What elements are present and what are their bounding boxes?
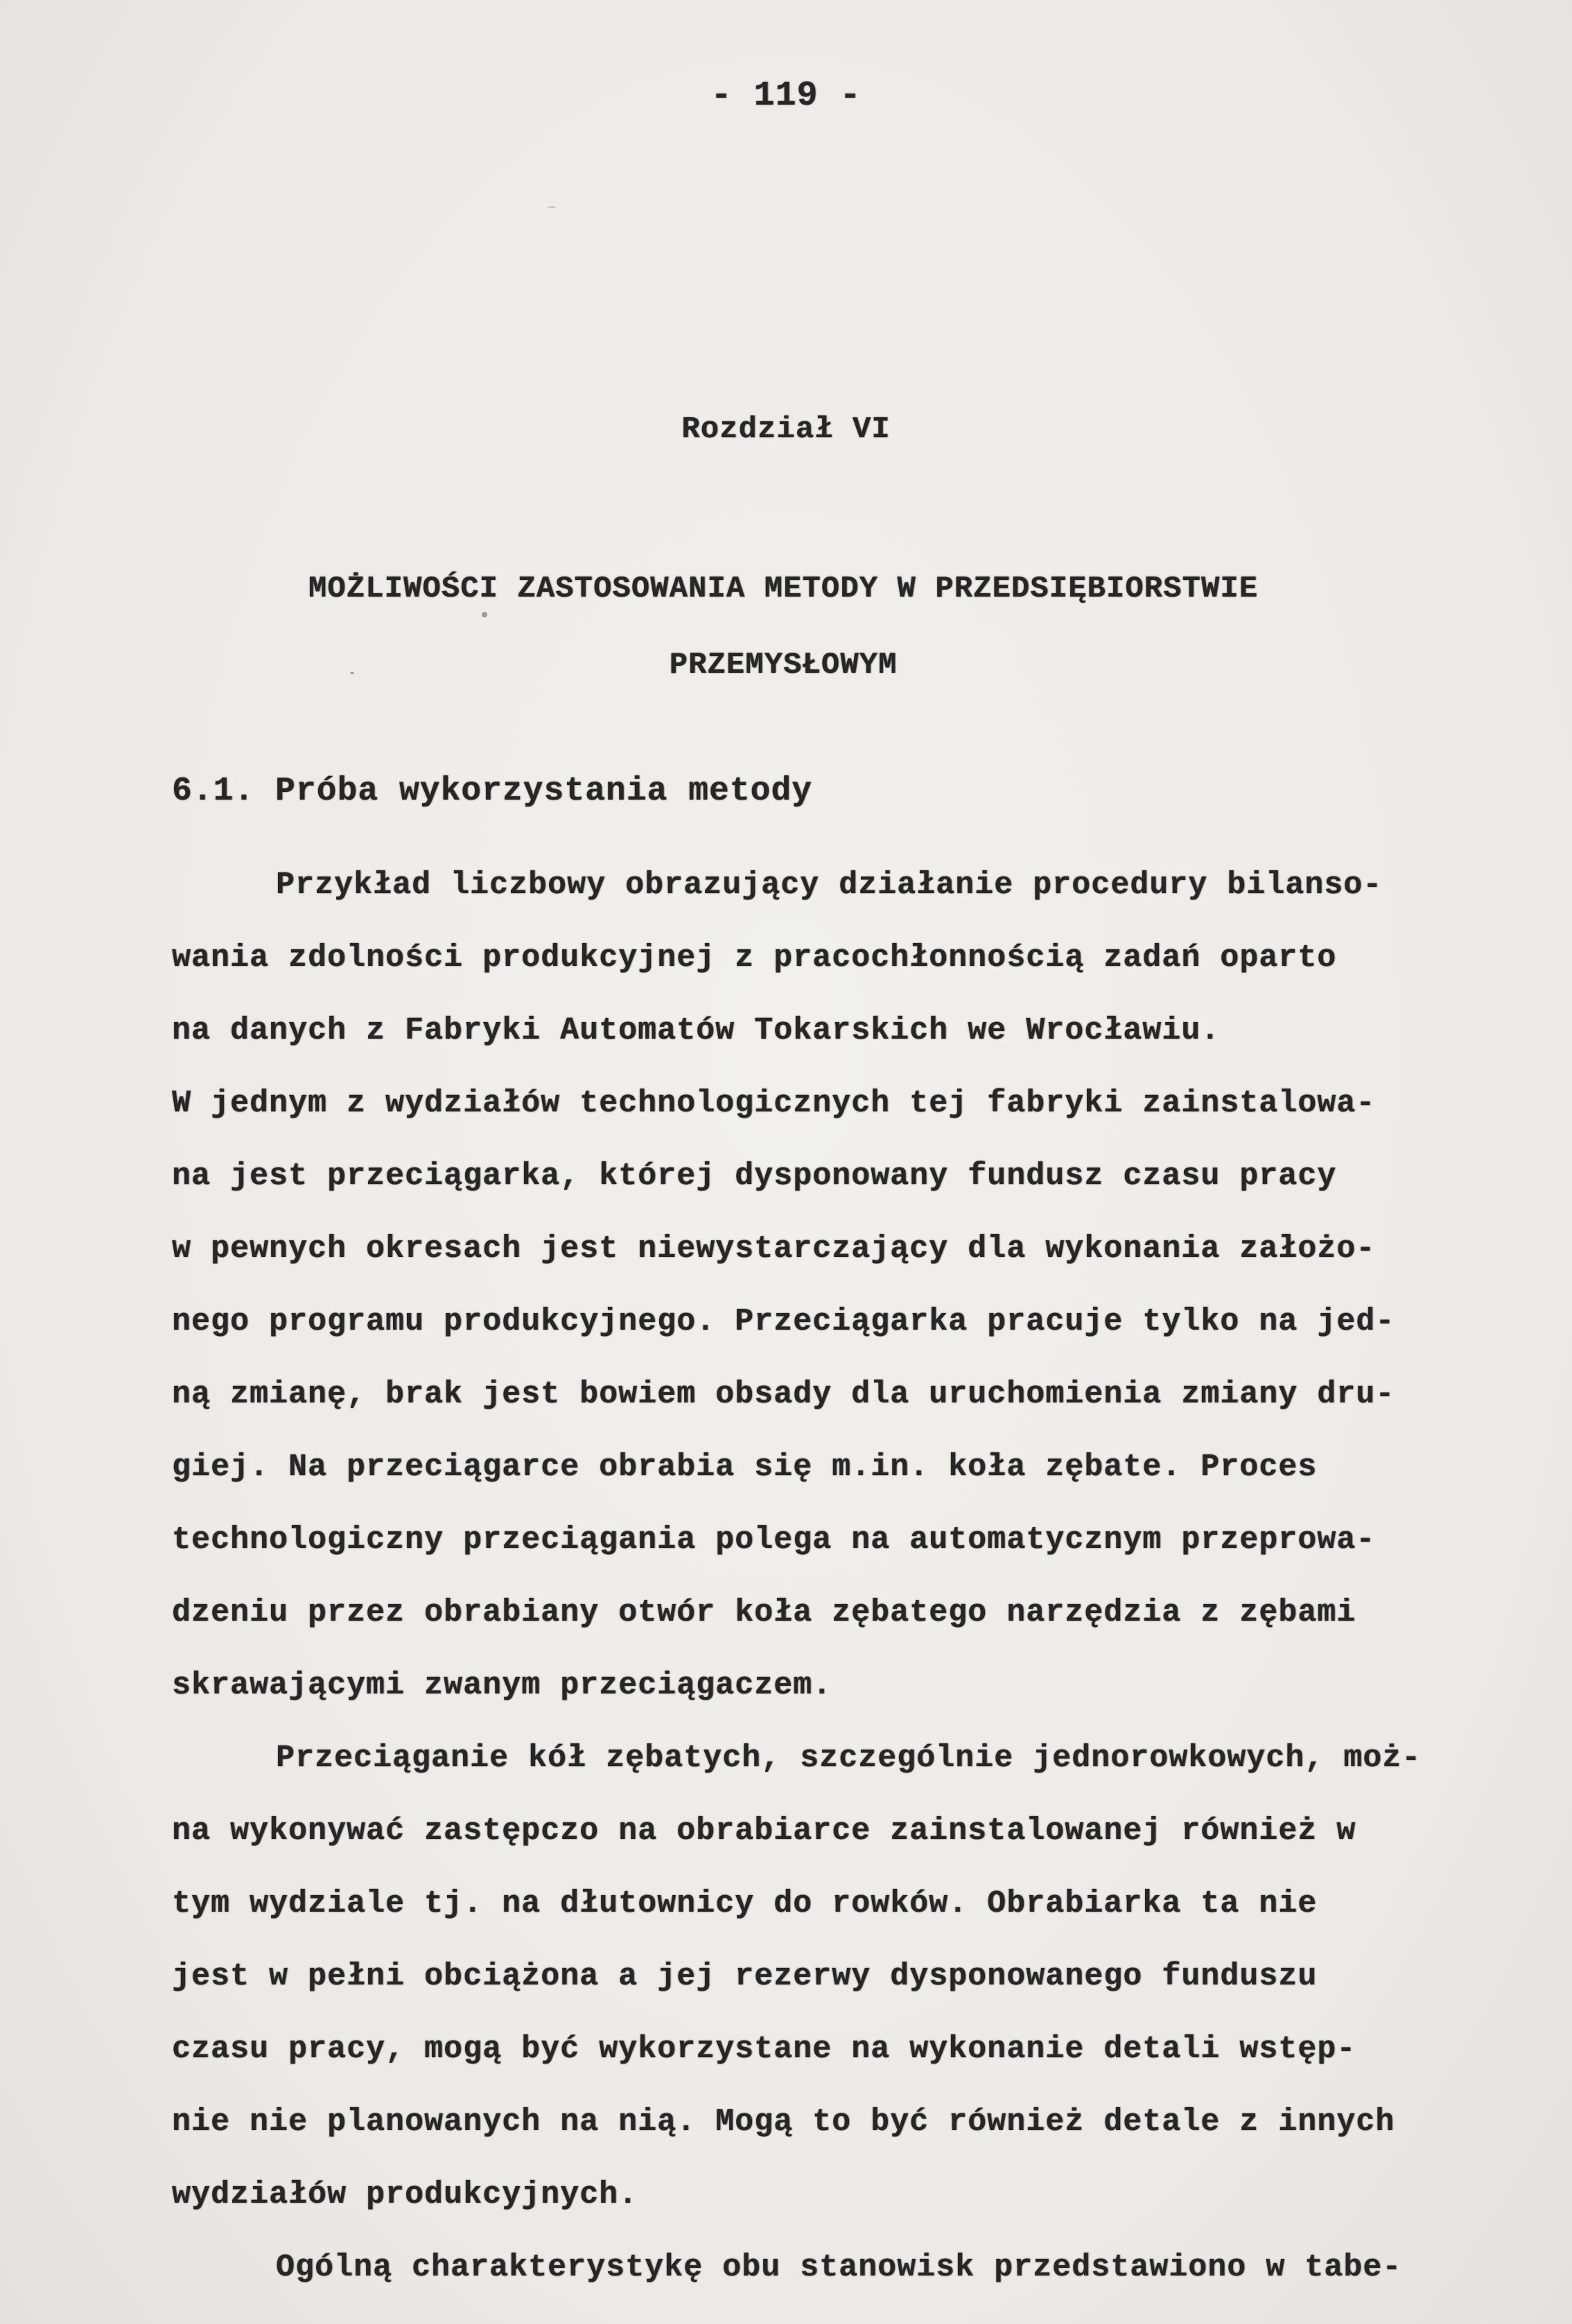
text-line: giej. Na przeciągarce obrabia się m.in. koła zębate. Proces xyxy=(172,1450,1318,1485)
text-line: Przeciąganie kół zębatych, szczególnie jednorowkowych, moż- xyxy=(276,1741,1422,1776)
ink-speck xyxy=(350,672,354,674)
text-line: w pewnych okresach jest niewystarczający dla wykonania założo- xyxy=(172,1231,1376,1267)
text-line: wydziałów produkcyjnych. xyxy=(172,2177,638,2212)
text-line: czasu pracy, mogą być wykorzystane na wykonanie detali wstęp- xyxy=(172,2032,1356,2067)
text-line: ną zmianę, brak jest bowiem obsady dla uruchomienia zmiany dru- xyxy=(172,1377,1395,1412)
text-line: W jednym z wydziałów technologicznych tej fabryki zainstalowa- xyxy=(172,1086,1376,1121)
body-text xyxy=(172,849,1489,2304)
text-line: nego programu produkcyjnego. Przeciągarka pracuje tylko na jed- xyxy=(172,1304,1395,1339)
ink-speck xyxy=(482,612,487,617)
text-line: tym wydziale tj. na dłutownicy do rowków. Obrabiarka ta nie xyxy=(172,1886,1318,1921)
text-line: na wykonywać zastępczo na obrabiarce zainstalowanej również w xyxy=(172,1813,1356,1849)
text-line: wania zdolności produkcyjnej z pracochłonnością zadań oparto xyxy=(172,940,1337,976)
text-line: Przykład liczbowy obrazujący działanie procedury bilanso- xyxy=(276,868,1383,903)
text-line: nie nie planowanych na nią. Mogą to być również detale z innych xyxy=(172,2104,1395,2140)
text-line: Ogólną charakterystykę obu stanowisk przedstawiono w tabe- xyxy=(276,2250,1402,2285)
section-heading: 6.1. Próba wykorzystania metody xyxy=(172,773,812,810)
ink-speck xyxy=(548,206,556,208)
text-line: na danych z Fabryki Automatów Tokarskich we Wrocławiu. xyxy=(172,1013,1221,1048)
text-line: skrawającymi zwanym przeciągaczem. xyxy=(172,1668,832,1703)
text-line: na jest przeciągarka, której dysponowany fundusz czasu pracy xyxy=(172,1159,1337,1194)
text-line: technologiczny przeciągania polega na automatycznym przeprowa- xyxy=(172,1522,1376,1558)
text-line: jest w pełni obciążona a jej rezerwy dysponowanego funduszu xyxy=(172,1959,1318,1994)
chapter-title: MOŻLIWOŚCI ZASTOSOWANIA METODY W PRZEDSIĘBIORSTWIE PRZEMYSŁOWYM xyxy=(308,572,1259,683)
text-line: dzeniu przez obrabiany otwór koła zębatego narzędzia z zębami xyxy=(172,1595,1356,1630)
page-number: - 119 - xyxy=(710,76,862,116)
chapter-label: Rozdział VI xyxy=(681,412,891,447)
